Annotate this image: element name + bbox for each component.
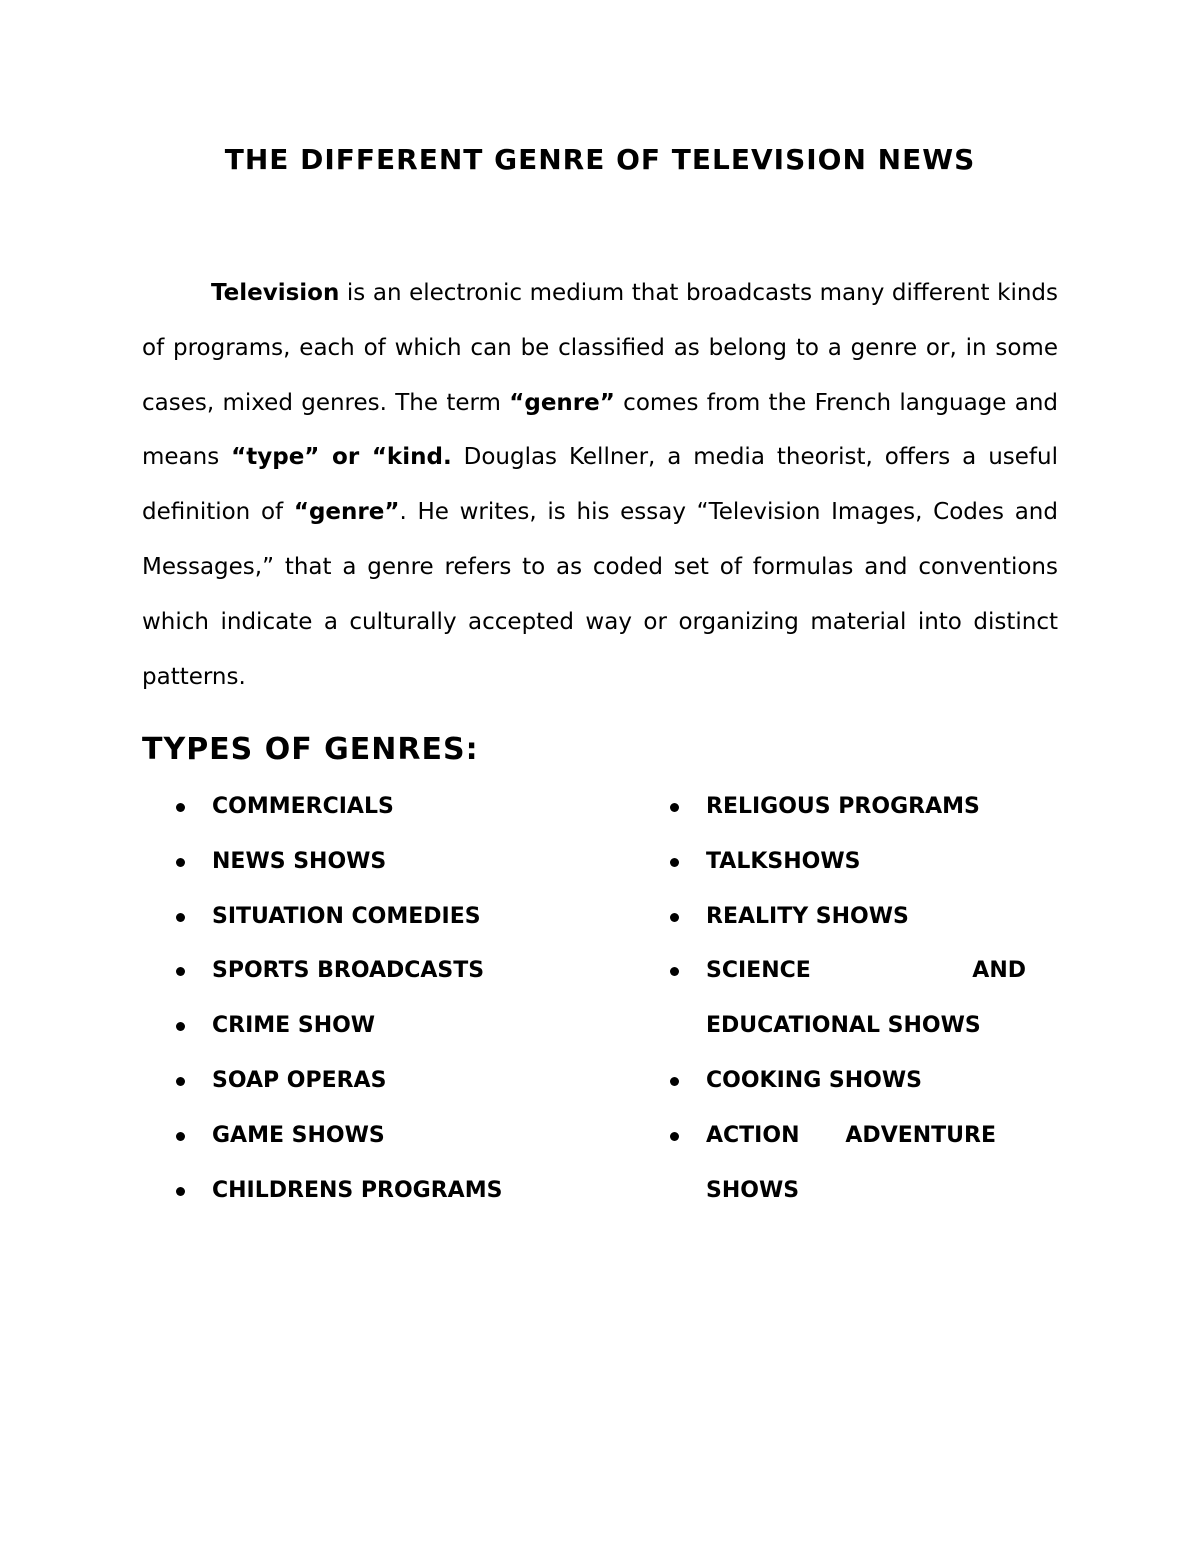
list-item	[664, 835, 1044, 890]
genre-label: CHILDRENS PROGRAMS	[212, 1177, 503, 1203]
genre-label: GAME SHOWS	[212, 1122, 385, 1148]
bullet-icon	[176, 1132, 185, 1141]
genre-label: NEWS SHOWS	[212, 848, 387, 874]
bullet-icon	[176, 803, 185, 812]
list-item	[664, 1054, 1044, 1109]
list-item	[664, 1109, 1044, 1219]
bullet-icon	[176, 858, 185, 867]
bullet-icon	[670, 858, 679, 867]
intro-segment: is an electronic medium that broadcasts many different kinds of programs, each of which can be classified as belong to a genre or, in some cases, mixed genres. The term	[142, 280, 1058, 416]
list-item	[664, 780, 1044, 835]
intro-segment: . He writes, is his essay “Television Images, Codes and Messages,” that a genre refers to as coded set of formulas and conventions which indicate a culturally accepted way or organizing material into distinct patterns.	[142, 499, 1058, 690]
types-heading: TYPES OF GENRES:	[142, 732, 479, 767]
intro-paragraph	[142, 266, 1058, 704]
bullet-icon	[670, 967, 679, 976]
genre-label: SITUATION COMEDIES	[212, 903, 481, 929]
list-item	[170, 999, 610, 1054]
list-item	[170, 835, 610, 890]
genre-list-left	[170, 780, 610, 1218]
bullet-icon	[176, 913, 185, 922]
genre-label: COMMERCIALS	[212, 794, 394, 819]
document-title: THE DIFFERENT GENRE OF TELEVISION NEWS	[224, 143, 976, 176]
genre-label: SCIENCE AND EDUCATIONAL SHOWS	[706, 958, 1026, 1039]
genre-label: RELIGOUS PROGRAMS	[706, 794, 980, 819]
list-item	[170, 780, 610, 835]
genre-label: REALITY SHOWS	[706, 903, 909, 929]
bullet-icon	[670, 1132, 679, 1141]
genre-label: SPORTS BROADCASTS	[212, 958, 485, 984]
list-item	[170, 944, 610, 999]
intro-segment: “genre”	[293, 499, 400, 526]
bullet-icon	[176, 1022, 185, 1031]
intro-segment: comes from the French language and means	[142, 389, 1059, 471]
bullet-icon	[670, 1077, 679, 1086]
list-item	[170, 1054, 610, 1109]
bullet-icon	[176, 967, 185, 976]
genre-label: CRIME SHOW	[212, 1013, 376, 1039]
list-item	[170, 1164, 610, 1219]
intro-segment: Douglas Kellner, a media theorist, offers a useful definition of	[142, 444, 1058, 526]
list-item	[170, 890, 610, 945]
list-item	[170, 1109, 610, 1164]
genre-label: COOKING SHOWS	[706, 1067, 922, 1093]
intro-segment: “genre”	[509, 389, 615, 416]
genre-list-right	[664, 780, 1044, 1218]
list-item	[664, 944, 1044, 1054]
bullet-icon	[670, 913, 679, 922]
genre-label: TALKSHOWS	[706, 848, 861, 874]
genre-label: ACTION ADVENTURE SHOWS	[706, 1122, 996, 1203]
list-item	[664, 890, 1044, 945]
intro-segment: “type” or “kind.	[231, 444, 452, 471]
bullet-icon	[176, 1187, 185, 1196]
intro-segment: Television	[211, 280, 340, 306]
bullet-icon	[670, 803, 679, 812]
genre-label: SOAP OPERAS	[212, 1067, 387, 1093]
bullet-icon	[176, 1077, 185, 1086]
